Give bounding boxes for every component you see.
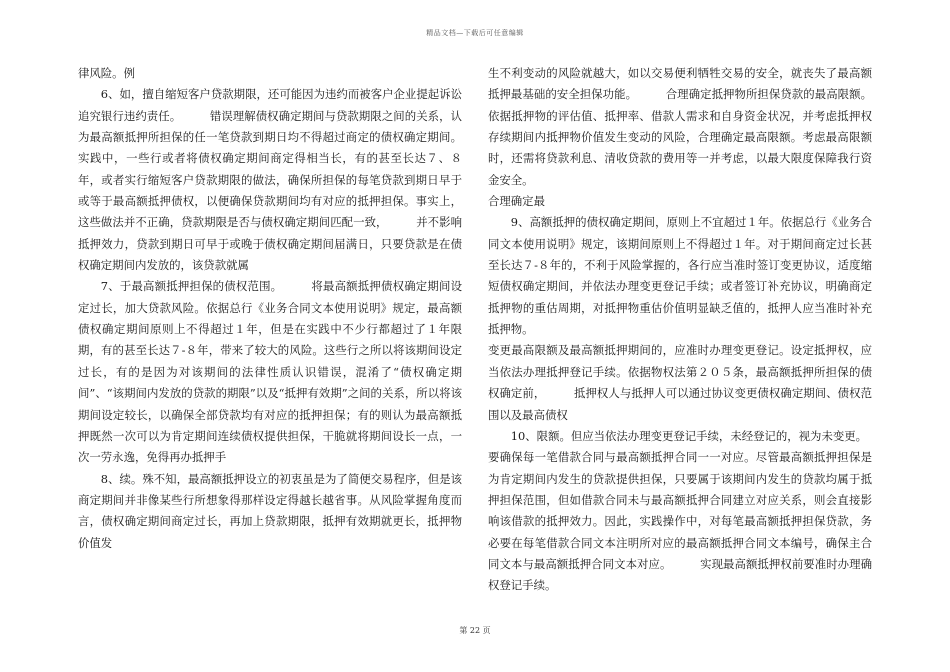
paragraph: 6、如，擅自缩短客户贷款期限，还可能因为违约而被客户企业提起诉讼追究银行违约责任。 错误理解债权确定期间与贷款期限之间的关系，认为最高额抵押所担保的任一笔贷款到期日均不得超过商定的债权确定期间。实践中，一些行或者将债权确定期间商定得相当长，有的甚至长达７、８年，或者实行缩短客户贷款期限的做法，确保所担保的每笔贷款到期日早于或等于最高额抵押债权，以便确保贷款期间均有对应的抵押担保。事实上，这些做法并不正确，贷款期限是否与债权确定期间匹配一致， 并不影响抵押效力，贷款到期日可早于或晚于债权确定期间届满日，只要贷款是在债权确定期间内发放的，该贷款就属 (78, 87, 462, 273)
paragraph: 律风险。例 (78, 66, 135, 80)
page-number: 第 22 页 (459, 626, 491, 635)
left-column (78, 63, 462, 554)
page-header: 精品文档—下载后可任意编辑 (426, 29, 524, 37)
paragraph: 合理确定最 (488, 194, 545, 209)
paragraph: 生不利变动的风险就越大，如以交易便利牺牲交易的安全，就丧失了最高额抵押最基础的安全担保功能。 合理确定抵押物所担保贷款的最高限额。依据抵押物的评估值、抵押率、借款人需求和自身资金状况，并考虑抵押权存续期间内抵押物价值发生变动的风险，合理确定最高限额。考虑最高限额时，还需将贷款利息、清收贷款的费用等一并考虑，以最大限度保障我行资金安全。 (488, 66, 872, 187)
paragraph: 要确保每一笔借款合同与最高额抵押合同一一对应。尽管最高额抵押担保是为肯定期间内发生的贷款提供担保，只要属于该期间内发生的贷款均属于抵押担保范围，但如借款合同未与最高额抵押合同建立对应关系，则会直接影响该借款的抵押效力。因此，实践操作中，对每笔最高额抵押担保贷款，务必要在每笔借款合同文本注明所对应的最高额抵押合同文本编号，确保主合同文本与最高额抵押合同文本对应。 实现最高额抵押权前要准时办理确权登记手续。 (488, 450, 872, 593)
paragraph: 8、续。殊不知，最高额抵押设立的初衷虽是为了简便交易程序，但是该商定期间并非像某些行所想象得那样设定得越长越省事。从风险掌握角度而言，债权确定期间商定过长，再加上贷款期限，抵押有效期就更长，抵押物价值发 (78, 471, 462, 550)
right-column (488, 63, 872, 597)
paragraph: 7、于最高额抵押担保的债权范围。 将最高额抵押债权确定期间设定过长，加大贷款风险。依据总行《业务合同文本使用说明》规定，最高额债权确定期间原则上不得超过１年，但是在实践中不少行都超过了１年限期，有的甚至长达７-８年，带来了较大的风险。这些行之所以将该期间设定过长，有的是因为对该期间的法律性质认识错误，混淆了“债权确定期间”、“该期间内发放的贷款的期限”以及“抵押有效期”之间的关系，所以将该期间设定较长，以确保全部贷款均有对应的抵押担保；有的则认为最高额抵押既然一次可以为肯定期间连续债权提供担保，干脆就将期间设长一点，一次一劳永逸，免得再办抵押手 (78, 279, 462, 465)
paragraph: 10、限额。但应当依法办理变更登记手续，未经登记的，视为未变更。 (510, 428, 868, 443)
paragraph: 变更最高限额及最高额抵押期间的，应准时办理变更登记。设定抵押权，应当依法办理抵押登记手续。依据物权法第２０５条，最高额抵押所担保的债权确定前， 抵押权人与抵押人可以通过协议变更债权确定期间、债权范围以及最高债权 (488, 343, 872, 422)
paragraph: 9、高额抵押的债权确定期间，原则上不宜超过１年。依据总行《业务合同文本使用说明》规定，该期间原则上不得超过１年。对于期间商定过长甚至长达７-８年的，不利于风险掌握的，各行应当准时签订变更协议，适度缩短债权确定期间，并依法办理变更登记手续；或者签订补充协议，明确商定抵押物的重估周期，对抵押物重估价值明显缺乏值的，抵押人应当准时补充抵押物。 (488, 215, 872, 337)
